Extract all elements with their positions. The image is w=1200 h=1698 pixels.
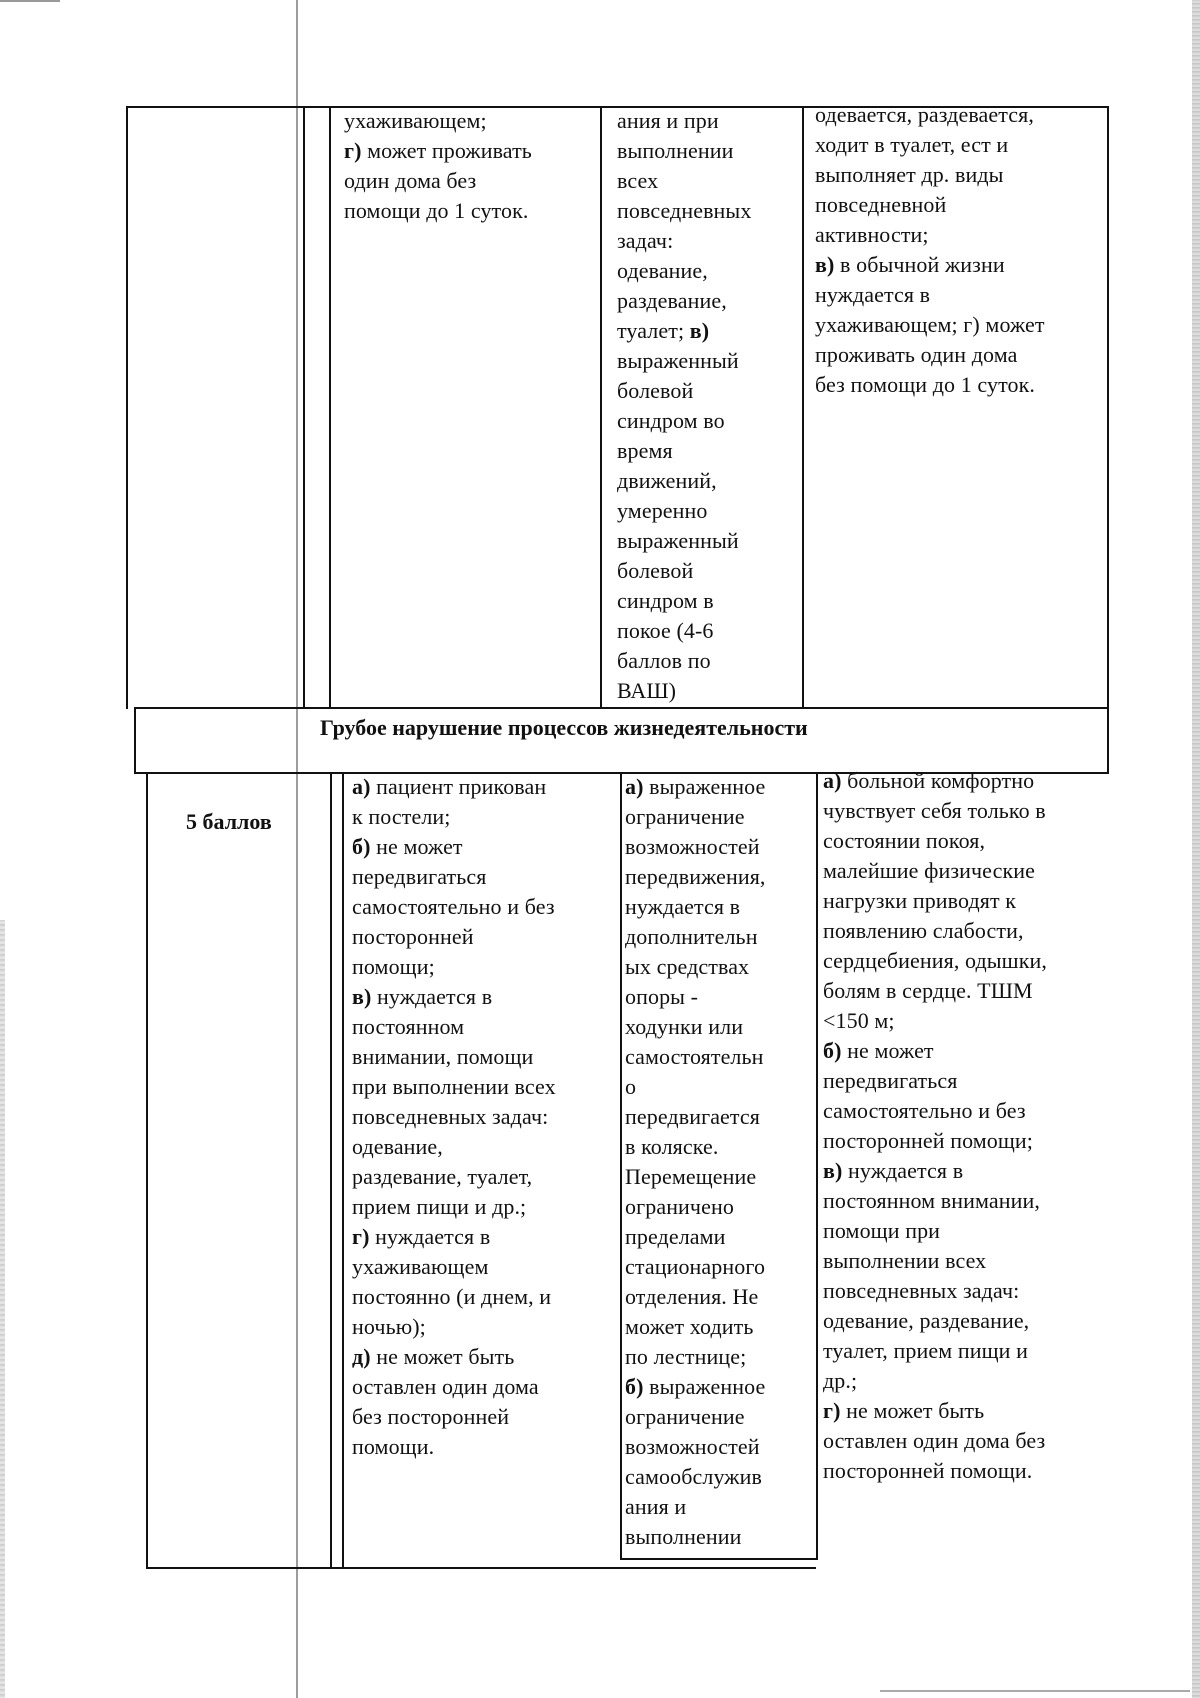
item-letter-v: в) [689,318,710,343]
scan-fold-line [296,0,298,1698]
score-label: 5 баллов [186,809,272,834]
table-left-border-bottom [146,772,148,1569]
table-right-border-top [1107,106,1109,709]
continuation-col4-text [815,100,1105,400]
continuation-col3-text-b: выраженный болевой синдром во время движений, умеренно выраженный болевой синдром в покое (4-6 баллов по ВАШ) [617,348,739,703]
col3-col4-bottom-border [620,1558,818,1560]
table-left-border-top [126,106,128,709]
continuation-col2-text [344,106,594,226]
item-letter-g: г) [823,1398,841,1423]
item-letter-a: а) [352,774,371,799]
continuation-col2-line1: ухаживающем; [344,108,487,133]
col4-left-top [802,106,804,709]
item-letter-b: б) [823,1038,842,1063]
score-col4-v-text: нуждается в постоянном внимании, помощи при выполнении всех повседневных задач: одевание, раздевание, туалет, прием пищи и др.; [823,1158,1040,1393]
item-letter-a: а) [823,768,842,793]
item-letter-g: г) [352,1224,370,1249]
item-letter-v: в) [352,984,372,1009]
item-letter-g: г) [344,138,362,163]
col2-left-top [329,106,331,709]
scan-edge-left [0,920,5,1698]
section-top-border [134,707,1109,709]
table-left-border-section [134,707,136,774]
item-letter-v: в) [815,252,835,277]
section-heading: Грубое нарушение процессов жизнедеятельности [320,715,808,740]
item-letter-a: а) [625,774,644,799]
continuation-col3-text [617,106,797,706]
table-bottom-border [146,1567,816,1569]
continuation-col4-text-a: одевается, раздевается, ходит в туалет, ест и выполняет др. виды повседневной активности; [815,102,1034,247]
score-col3-b-text: выраженное ограничение возможностей самообслужив ания и выполнении [625,1374,766,1549]
item-letter-b: б) [352,834,371,859]
table-right-border-section [1107,707,1109,774]
score-col4-g-text: не может быть оставлен один дома без посторонней помощи. [823,1398,1046,1483]
item-letter-v: в) [823,1158,843,1183]
scan-edge-right [1192,0,1200,1698]
scan-top-smudge [0,0,60,2]
col3-left-bottom [620,772,622,1560]
continuation-col4-text-b: в обычной жизни нуждается в ухаживающем; г) может проживать один дома без помощи до 1 суток. [815,252,1045,397]
col2-left-bottom [342,772,344,1569]
score-col2-text [352,772,617,1462]
score-col4-b-text: не может передвигаться самостоятельно и без посторонней помощи; [823,1038,1033,1153]
score-col3-a-text: выраженное ограничение возможностей передвижения, нуждается в дополнительн ых средствах опоры - ходунки или самостоятельн о передвигается в коляске. Перемещение ограничено пределами стационарного отделения. Не может ходить по лестнице; [625,774,766,1369]
score-col2-g-text: нуждается в ухаживающем постоянно (и днем, и ночью); [352,1224,552,1339]
item-letter-d: д) [352,1344,371,1369]
score-col2-v-text: нуждается в постоянном внимании, помощи при выполнении всех повседневных задач: одевание, раздевание, туалет, прием пищи и др.; [352,984,556,1219]
continuation-col3-text-a: ания и при выполнении всех повседневных задач: одевание, раздевание, туалет; [617,108,752,343]
item-letter-b: б) [625,1374,644,1399]
scan-bottom-smudge [880,1690,1190,1692]
col3-left-top [600,106,602,709]
col1-divider-bottom [330,772,332,1569]
score-col2-a-text: пациент прикован к постели; [352,774,547,829]
continuation-col2-g-text: может проживать один дома без помощи до 1 суток. [344,138,532,223]
score-col4-a-text: больной комфортно чувствует себя только в состоянии покоя, малейшие физические нагрузки приводят к появлению слабости, сердцебиения, одышки, болям в сердце. ТШМ <150 м; [823,768,1047,1033]
score-col2-b-text: не может передвигаться самостоятельно и без посторонней помощи; [352,834,555,979]
score-col2-d-text: не может быть оставлен один дома без посторонней помощи. [352,1344,539,1459]
score-col4-text [823,766,1108,1486]
score-col3-text [625,772,817,1552]
col1-divider-top [303,106,305,709]
